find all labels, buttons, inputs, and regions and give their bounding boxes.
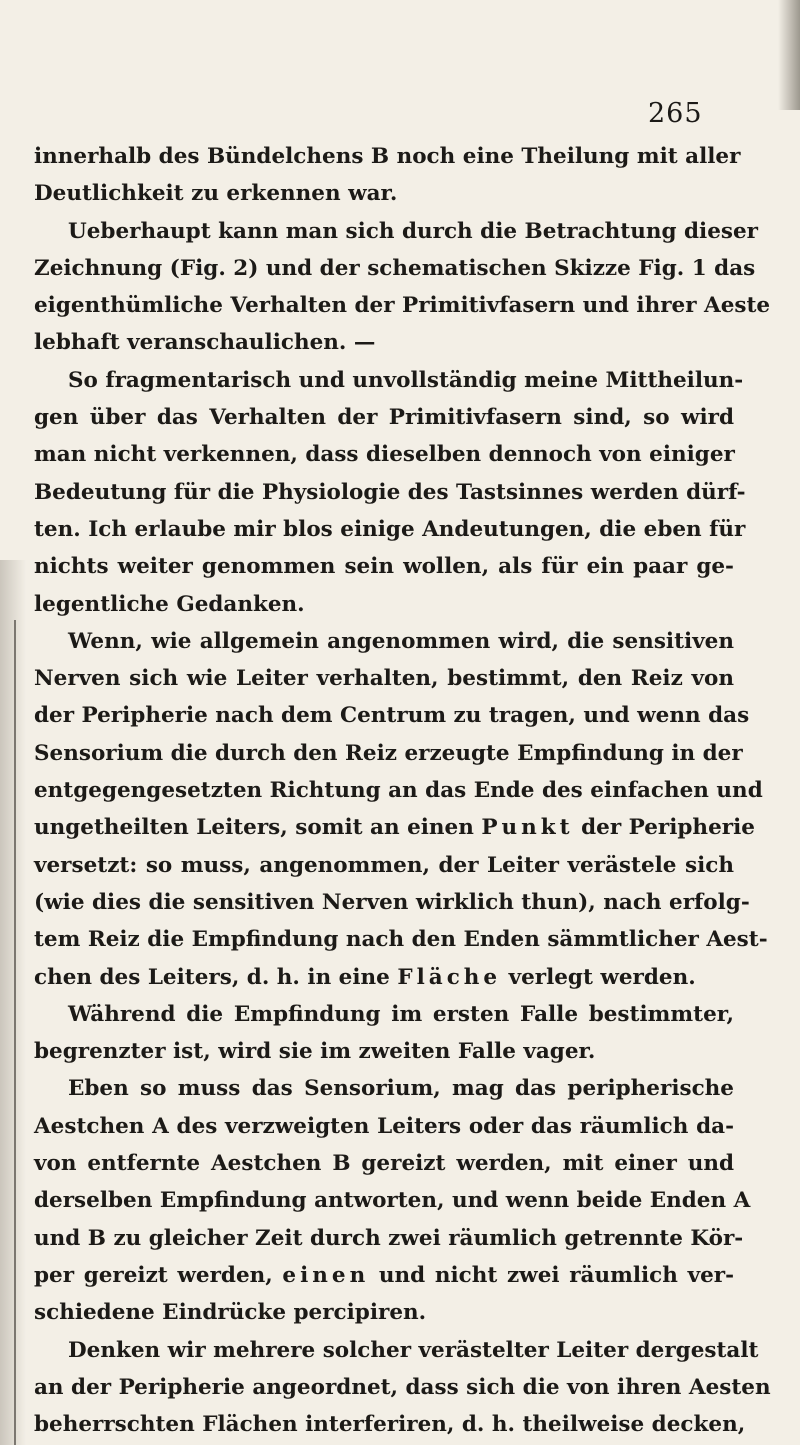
text-line: Bedeutung für die Physiologie des Tastsinnes werden dürf- xyxy=(34,479,746,505)
text-line: entgegengesetzten Richtung an das Ende des einfachen und xyxy=(34,778,763,804)
paragraph-start-line: Eben so muss das Sensorium, mag das peripherische xyxy=(68,1076,734,1102)
paragraph-start-line: Ueberhaupt kann man sich durch die Betrachtung dieser xyxy=(68,218,758,244)
text-line: ungetheilten Leiters, somit an einen Punkt der Peripherie xyxy=(34,815,755,841)
text-line: tem Reiz die Empfindung nach den Enden sämmtlicher Aest- xyxy=(34,927,768,953)
text-line: versetzt: so muss, angenommen, der Leiter verästele sich xyxy=(34,852,734,878)
text-line: Deutlichkeit zu erkennen war. xyxy=(34,181,398,207)
text-line: derselben Empfindung antworten, und wenn beide Enden A xyxy=(34,1188,751,1214)
text-line: Aestchen A des verzweigten Leiters oder das räumlich da- xyxy=(34,1113,734,1139)
page-number: 265 xyxy=(648,98,703,129)
text-line: Nerven sich wie Leiter verhalten, bestimmt, den Reiz von xyxy=(34,666,734,692)
text-line: gen über das Verhalten der Primitivfasern sind, so wird xyxy=(34,405,734,431)
text-line: chen des Leiters, d. h. in eine Fläche verlegt werden. xyxy=(34,964,696,990)
text-line: und B zu gleicher Zeit durch zwei räumlich getrennte Kör- xyxy=(34,1225,744,1251)
text-line: (wie dies die sensitiven Nerven wirklich thun), nach erfolg- xyxy=(34,889,750,915)
paragraph-start-line: Während die Empfindung im ersten Falle bestimmter, xyxy=(68,1001,734,1027)
paragraph-start-line: Wenn, wie allgemein angenommen wird, die sensitiven xyxy=(68,628,734,654)
body-text xyxy=(34,138,771,1443)
paragraph-start-line: Denken wir mehrere solcher verästelter Leiter dergestalt xyxy=(68,1337,759,1363)
text-line: innerhalb des Bündelchens B noch eine Theilung mit aller xyxy=(34,144,741,169)
text-line: ten. Ich erlaube mir blos einige Andeutungen, die eben für xyxy=(34,516,746,542)
text-line: per gereizt werden, einen und nicht zwei räumlich ver- xyxy=(34,1262,734,1288)
text-line: legentliche Gedanken. xyxy=(34,591,305,617)
text-line: Zeichnung (Fig. 2) und der schematischen Skizze Fig. 1 das xyxy=(34,255,756,281)
text-line: nichts weiter genommen sein wollen, als für ein paar ge- xyxy=(34,554,734,580)
paragraph-start-line: So fragmentarisch und unvollständig meine Mittheilun- xyxy=(68,367,744,393)
text-line: von entfernte Aestchen B gereizt werden, mit einer und xyxy=(34,1151,734,1177)
text-line: man nicht verkennen, dass dieselben dennoch von einiger xyxy=(34,442,735,468)
text-line: lebhaft veranschaulichen. — xyxy=(34,330,376,356)
text-line: schiedene Eindrücke percipiren. xyxy=(34,1300,427,1326)
text-line: eigenthümliche Verhalten der Primitivfasern und ihrer Aeste xyxy=(34,293,771,319)
page-binding-shadow xyxy=(0,560,26,1445)
page-corner-shade xyxy=(778,0,800,110)
page-binding-edge xyxy=(14,620,16,1445)
emphasis-spaced: Fläche xyxy=(397,964,502,990)
text-line: begrenzter ist, wird sie im zweiten Falle vager. xyxy=(34,1039,596,1065)
text-line: der Peripherie nach dem Centrum zu tragen, und wenn das xyxy=(34,703,750,729)
text-line: beherrschten Flächen interferiren, d. h. theilweise decken, xyxy=(34,1412,746,1438)
text-line: Sensorium die durch den Reiz erzeugte Empfindung in der xyxy=(34,740,743,766)
emphasis-spaced: Punkt xyxy=(481,815,574,841)
emphasis-spaced: einen xyxy=(282,1262,370,1288)
text-line: an der Peripherie angeordnet, dass sich die von ihren Aesten xyxy=(34,1374,771,1400)
